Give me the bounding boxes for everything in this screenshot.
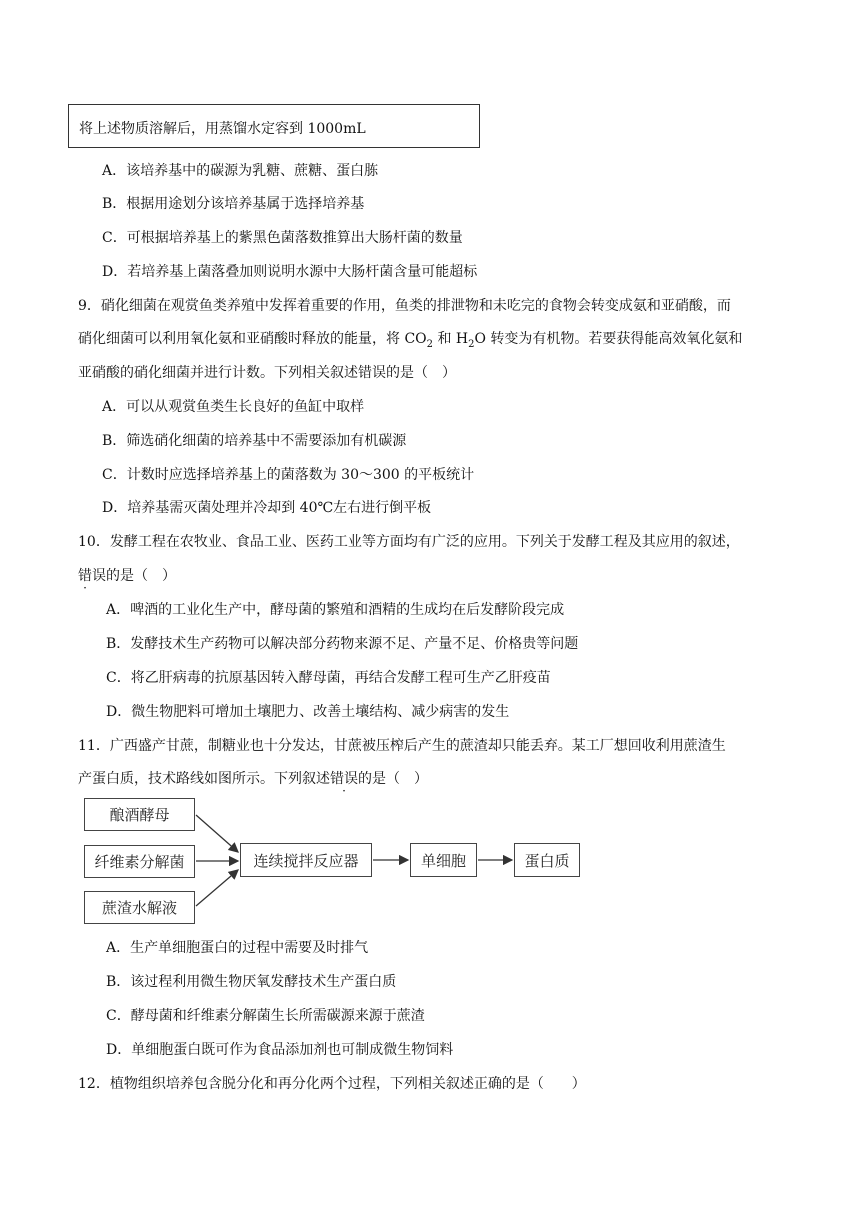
box-text: 将上述物质溶解后，用蒸馏水定容到 1000mL	[79, 121, 366, 137]
q9-option-a[interactable]: A．可以从观赏鱼类生长良好的鱼缸中取样	[102, 399, 365, 415]
q11-option-d[interactable]: D．单细胞蛋白既可作为食品添加剂也可制成微生物饲料	[106, 1042, 454, 1058]
q8-option-c[interactable]: C．可根据培养基上的紫黑色菌落数推算出大肠杆菌的数量	[102, 230, 463, 246]
q10-option-d[interactable]: D．微生物肥料可增加土壤肥力、改善土壤结构、减少病害的发生	[106, 704, 510, 720]
q9-stem-line-1: 9．硝化细菌在观赏鱼类养殖中发挥着重要的作用，鱼类的排泄物和未吃完的食物会转变成氨和亚硝酸，而	[78, 298, 731, 314]
q10-option-b[interactable]: B．发酵技术生产药物可以解决部分药物来源不足、产量不足、价格贵等问题	[106, 636, 579, 652]
flow-box-bagasse-hydrolysate: 蔗渣水解液	[84, 891, 195, 924]
q8-option-d[interactable]: D．若培养基上菌落叠加则说明水源中大肠杆菌含量可能超标	[102, 264, 478, 280]
q11-option-a[interactable]: A．生产单细胞蛋白的过程中需要及时排气	[106, 940, 369, 956]
q11-option-c[interactable]: C．酵母菌和纤维素分解菌生长所需碳源来源于蔗渣	[106, 1008, 425, 1024]
q10-option-c[interactable]: C．将乙肝病毒的抗原基因转入酵母菌，再结合发酵工程可生产乙肝疫苗	[106, 670, 551, 686]
flow-box-yeast: 酿酒酵母	[84, 798, 195, 831]
q10-stem-line-2: 错误的是（ ）	[78, 568, 176, 584]
q11-option-b[interactable]: B．该过程利用微生物厌氧发酵技术生产蛋白质	[106, 974, 397, 990]
emphasis-dotted-text: 错误	[330, 771, 358, 787]
flow-box-single-cell: 单细胞	[410, 843, 477, 877]
q12-stem-line-1: 12．植物组织培养包含脱分化和再分化两个过程，下列相关叙述正确的是（ ）	[78, 1076, 586, 1092]
q8-option-b[interactable]: B．根据用途划分该培养基属于选择培养基	[102, 196, 365, 212]
emphasis-dotted-text: 错	[78, 568, 92, 584]
flow-box-reactor: 连续搅拌反应器	[240, 843, 372, 877]
q11-stem-line-1: 11．广西盛产甘蔗，制糖业也十分发达，甘蔗被压榨后产生的蔗渣却只能丢弃。某工厂想回收利用蔗渣生	[78, 738, 726, 754]
arrow-yeast-to-reactor	[196, 815, 238, 852]
q9-stem-line-2: 硝化细菌可以利用氧化氨和亚硝酸时释放的能量，将 $CO_2$ 和 $H_2O$ 转变为有机物。若要获得能高效氧化氨和	[78, 331, 743, 350]
q11-stem-line-2: 产蛋白质，技术路线如图所示。下列叙述错误的是（ ）	[78, 771, 428, 787]
q9-option-d[interactable]: D．培养基需灭菌处理并冷却到 40℃左右进行倒平板	[102, 500, 432, 516]
q9-stem-line-3: 亚硝酸的硝化细菌并进行计数。下列相关叙述错误的是（ ）	[78, 365, 456, 381]
q10-option-a[interactable]: A．啤酒的工业化生产中，酵母菌的繁殖和酒精的生成均在后发酵阶段完成	[106, 602, 565, 618]
arrow-hydrolysate-to-reactor	[196, 870, 238, 906]
q10-stem-line-1: 10．发酵工程在农牧业、食品工业、医药工业等方面均有广泛的应用。下列关于发酵工程及其应用的叙述，	[78, 534, 740, 550]
q9-option-c[interactable]: C．计数时应选择培养基上的菌落数为 30～300 的平板统计	[102, 467, 475, 483]
q9-option-b[interactable]: B．筛选硝化细菌的培养基中不需要添加有机碳源	[102, 433, 407, 449]
flow-box-protein: 蛋白质	[514, 843, 580, 877]
flow-box-cellulose-bacteria: 纤维素分解菌	[84, 845, 195, 878]
q8-option-a[interactable]: A．该培养基中的碳源为乳糖、蔗糖、蛋白胨	[102, 163, 379, 179]
